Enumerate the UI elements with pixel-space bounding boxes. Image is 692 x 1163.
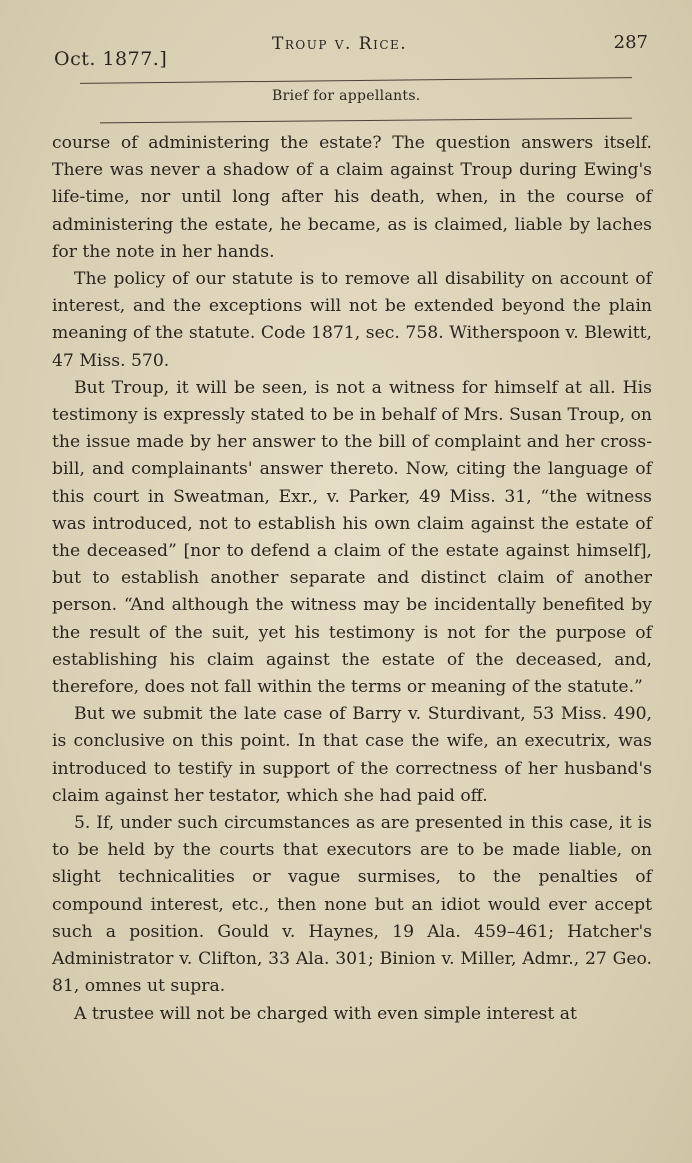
brief-subheading: Brief for appellants.	[272, 88, 421, 104]
header-date: Oct. 1877.]	[54, 48, 168, 70]
header-rule-top	[80, 77, 632, 84]
paragraph: But Troup, it will be seen, is not a witness for himself at all. His testimony is expressly stated to be in behalf of Mrs. Susan Troup, on the issue made by her answer to the bill of complaint and her cross-bill, and complainants' answer thereto. Now, citing the language of this court in Sweatman, Exr., v. Parker, 49 Miss. 31, “the witness was introduced, not to establish his own claim against the estate of the deceased” [nor to defend a claim of the estate against himself], but to establish another separate and distinct claim of another person. “And although the witness may be incidentally benefited by the result of the suit, yet his testimony is not for the purpose of establishing his claim against the estate of the deceased, and, therefore, does not fall within the terms or meaning of the statute.”	[52, 377, 652, 698]
header-rule-bottom	[100, 118, 632, 124]
body-text	[52, 130, 652, 1028]
page-number: 287	[613, 32, 648, 53]
paragraph: The policy of our statute is to remove all disability on account of interest, and the exceptions will not be extended beyond the plain meaning of the statute. Code 1871, sec. 758. Witherspoon v. Blewitt, 47 Miss. 570.	[52, 269, 652, 371]
paragraph: 5. If, under such circumstances as are presented in this case, it is to be held by the courts that executors are to be made liable, on slight technicalities or vague surmises, to the penalties of compound interest, etc., then none but an idiot would ever accept such a position. Gould v. Haynes, 19 Ala. 459–461; Hatcher's Administrator v. Clifton, 33 Ala. 301; Binion v. Miller, Admr., 27 Geo. 81, omnes ut supra.	[52, 813, 652, 997]
running-head	[52, 30, 648, 70]
paragraph: But we submit the late case of Barry v. Sturdivant, 53 Miss. 490, is conclusive on this point. In that case the wife, an executrix, was introduced to testify in support of the correctness of her husband's claim against her testator, which she had paid off.	[52, 704, 652, 806]
paragraph: course of administering the estate? The question answers itself. There was never a shadow of a claim against Troup during Ewing's life-time, nor until long after his death, when, in the course of administering the estate, he became, as is claimed, liable by laches for the note in her hands.	[52, 133, 652, 262]
paragraph: A trustee will not be charged with even simple interest at	[74, 1003, 577, 1024]
case-title: Troup v. Rice.	[272, 34, 408, 54]
